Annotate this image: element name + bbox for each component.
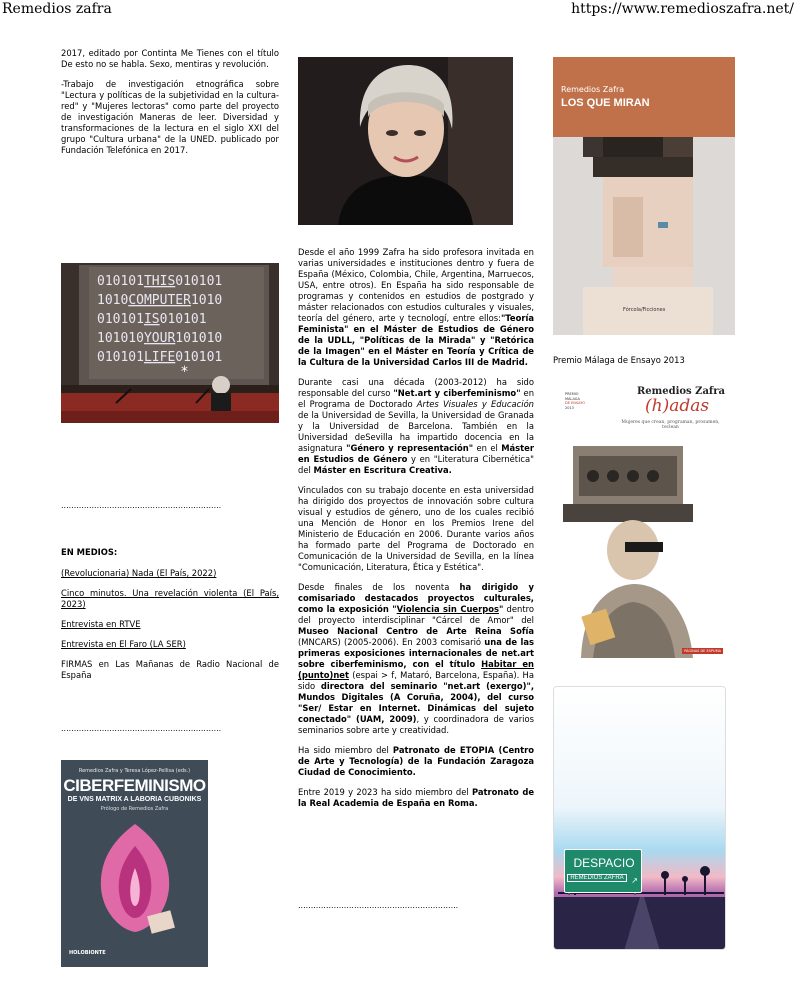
paragraph-text: , y coordinadora de varios seminarios sobre arte y creatividad.	[298, 714, 534, 735]
paragraph	[298, 582, 534, 736]
paragraph-italic: Artes Visuales y Educación	[416, 399, 534, 409]
typewriter-woman-illustration	[553, 426, 731, 658]
separator-dots: ...............................................................	[61, 501, 222, 510]
paragraph	[298, 745, 534, 778]
link-habitar-en-punto-net[interactable]: Habitar en (punto)net	[298, 659, 534, 680]
book-cover-despacio	[553, 686, 726, 950]
paragraph-bold: una de las primeras exposiciones internacionales de net.art sobre ciberfeminismo, con el título	[298, 637, 534, 669]
book-author: Remedios Zafra	[561, 85, 625, 94]
projection-text-line: 010101IS010101	[97, 312, 207, 327]
paragraph-text: Desde finales de los noventa	[298, 582, 460, 592]
svg-text:*: *	[181, 364, 188, 380]
paragraph	[298, 485, 534, 573]
paragraph-text: en el Programa de Doctorado	[298, 388, 534, 409]
page-header	[0, 0, 798, 18]
paragraph-bold: Máster en Estudios de Género	[298, 443, 534, 464]
book-subtitle: DE VNS MATRIX A LABORIA CUBONIKS	[67, 796, 202, 803]
site-title: Remedios zafra	[2, 1, 112, 17]
media-heading: EN MEDIOS:	[61, 547, 118, 557]
site-url[interactable]: https://www.remedioszafra.net/	[571, 1, 794, 17]
paragraph-text: Ha sido miembro del	[298, 745, 393, 755]
book-title: CIBERFEMINISMO	[63, 776, 206, 795]
projection-text-line: 010101LIFE010101	[97, 350, 223, 365]
paragraph-text: dentro del proyecto interdisciplinar "Cárcel de Amor" del	[298, 604, 534, 625]
pixelated-face-graphic	[553, 137, 735, 335]
paragraph-text: y en "Literatura Cibernética" del	[298, 454, 534, 475]
paragraph-text: en el	[473, 443, 502, 453]
book-title	[645, 396, 709, 416]
highway-sign	[564, 849, 642, 893]
book-publisher: HOLOBIONTE	[69, 950, 106, 956]
paragraph-bold: Patronato de ETOPIA (Centro de Arte y Tecnología) de la Fundación Zaragoza Ciudad de Conocimiento.	[298, 745, 534, 777]
award-text	[565, 392, 585, 410]
book-cover-hadas	[553, 380, 731, 658]
book-author: Remedios Zafra	[636, 386, 725, 397]
firmas-text: FIRMAS en Las Mañanas de Radio Nacional de España	[61, 659, 279, 680]
book-publisher: Fórcola/Ficciones	[623, 307, 666, 313]
book-title: DESPACIO	[573, 856, 635, 870]
paragraph-bold: ha dirigido y comisariado destacados proyectos culturales, como la exposición "	[298, 582, 534, 614]
projection-text-line: 101010YOUR101010	[97, 331, 223, 346]
book-title: LOS QUE MIRAN	[561, 97, 650, 109]
paragraph-text: Desde el año 1999 Zafra ha sido profesora invitada en varias universidades e instituciones dentro y fuera de España (México, Colombia, Chile, Argentina, Marruecos, USA, entre otros). En España ha sido responsable de programas y contenidos en estudios de postgrado y máster relacionados con estudios culturales y visuales, teoría del género, arte y tecnologí, entre ellos:	[298, 247, 534, 323]
award-line: 2013	[565, 405, 574, 410]
column-left-top	[61, 48, 279, 165]
lecture-photo	[61, 263, 279, 423]
paragraph-bold: Patronato de la Real Academia de España en Roma.	[298, 787, 534, 808]
media-link[interactable]: (Revolucionaria) Nada (El País, 2022)	[61, 568, 217, 578]
award-line: MÁLAGA	[565, 396, 580, 401]
book-cover-ciberfeminismo	[61, 760, 208, 967]
paragraph	[61, 79, 279, 156]
paragraph	[298, 247, 534, 368]
paragraph-bold: "Género y representación"	[346, 443, 474, 453]
portrait-photo	[298, 57, 513, 225]
paragraph-text: de la Universidad de Sevilla, la Universidad de Granada y la Universidad de Barcelona. También en la Universidad deSevilla ha impartido docencia en la asignatura	[298, 410, 534, 453]
column-middle	[298, 247, 534, 818]
media-link[interactable]: Entrevista en El Faro (LA SER)	[61, 639, 186, 649]
separator-dots: ...............................................................	[298, 901, 459, 910]
paragraph-text: Vinculados con su trabajo docente en esta universidad ha dirigido dos proyectos de innovación sobre cultura visual y estudios de género, uno de los cuales recibió una Mención de Honor en los Premios Irene del Ministerio de Educación en 2006. Durante varios años ha formado parte del Programa de Doctorado en Comunicación de la Universidad de Sevilla, en la línea "Comunicación, Literatura, Ética y Estética".	[298, 485, 534, 572]
paragraph	[298, 377, 534, 476]
paragraph-bold: directora del seminario "net.art (exergo)", Mundos Digitales (A Coruña, 2004), del curso "Ser/ Estar en Internet. Dinámicas del sujeto conectado" (UAM, 2009)	[298, 681, 534, 724]
award-caption: Premio Málaga de Ensayo 2013	[553, 355, 685, 365]
award-line: PREMIO	[565, 392, 579, 396]
paragraph-bold: "	[498, 604, 504, 614]
paragraph	[298, 787, 534, 809]
paragraph-text: 2017, editado por Continta Me Tienes con el título De esto no se habla. Sexo, mentiras y revolución.	[61, 48, 279, 69]
separator-dots: ...............................................................	[61, 724, 222, 733]
projection-text-line: 010101THIS010101	[97, 274, 223, 289]
paragraph	[61, 48, 279, 70]
book-prologue: Prólogo de Remedios Zafra	[100, 806, 169, 812]
highway-sunset-graphic	[554, 687, 726, 950]
media-link[interactable]: Cinco minutos. Una revelación violenta (El País, 2023)	[61, 588, 279, 609]
book-cover-los-que-miran	[553, 57, 735, 335]
book-authors: Remedios Zafra y Teresa López-Pellisa (eds.)	[78, 768, 191, 774]
media-link[interactable]: Entrevista en RTVE	[61, 619, 141, 629]
arrow-icon: ↗	[631, 876, 638, 885]
column-left-media	[61, 500, 279, 734]
paragraph-text: Durante casi una década (2003-2012) ha sido responsable del curso	[298, 377, 534, 398]
book-title-h: (h)	[645, 396, 670, 416]
book-author: REMEDIOS ZAFRA	[567, 874, 627, 882]
pixel-heart-graphic	[61, 818, 208, 948]
book-publisher: PÁGINAS DE ESPUMA	[684, 649, 721, 653]
paragraph-text: (espai > f, Mataró, Barcelona, España). Ha sido	[298, 670, 534, 691]
paragraph-bold: "Teoría Feminista" en el Máster de Estudios de Género de la UDLL, "Políticas de la Mirada" y "Retórica de la Imagen" en el Máster en Teoría y Crítica de la Cultura de la Universidad Carlos III de Madrid.	[298, 313, 534, 367]
paragraph-bold: Museo Nacional Centro de Arte Reina Sofía	[298, 626, 534, 636]
book-subtitle: Mujeres que crean, programan, prosumen, teclean	[621, 420, 720, 430]
paragraph-text: -Trabajo de investigación etnográfica sobre "Lectura y políticas de la subjetividad en la cultura-red" y "Mujeres lectoras" como parte del proyecto de investigación Maneras de leer. Diversidad y transformaciones de la lectura en el siglo XXI del grupo "Cultura urbana" de la UNED. publicado por Fundación Telefónica en 2017.	[61, 79, 279, 155]
award-line: DE ENSAYO	[565, 401, 585, 405]
paragraph-bold: Máster en Escritura Creativa.	[313, 465, 452, 475]
paragraph-text: Entre 2019 y 2023 ha sido miembro del	[298, 787, 472, 797]
paragraph-text: (MNCARS) (2005-2006). En 2003 comisarió	[298, 637, 485, 647]
projection-text-line: 1010COMPUTER1010	[97, 293, 223, 308]
book-title-rest: adas	[669, 396, 710, 416]
link-violencia-sin-cuerpos[interactable]: Violencia sin Cuerpos	[396, 604, 499, 614]
paragraph-bold: "Net.art y ciberfeminismo"	[393, 388, 521, 398]
